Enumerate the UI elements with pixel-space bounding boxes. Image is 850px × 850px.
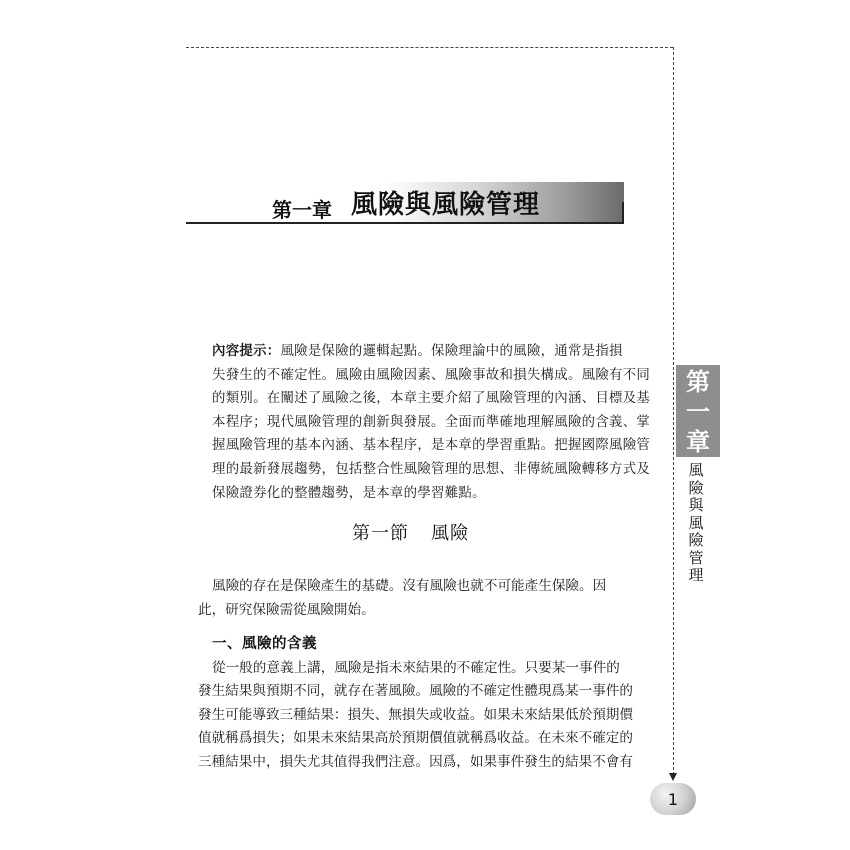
content-summary xyxy=(212,340,651,505)
subsection-heading: 一、風險的含義 xyxy=(212,635,317,652)
summary-label: 內容提示： xyxy=(212,344,281,359)
section-title: 風險 xyxy=(431,523,469,544)
section-heading xyxy=(352,519,469,545)
side-title-char: 風 xyxy=(688,513,704,532)
paragraph-line: 三種結果中，損失尤其值得我們注意。因爲，如果事件發生的結果不會有 xyxy=(198,753,633,770)
side-title-char: 險 xyxy=(688,531,704,549)
summary-line: 失發生的不確定性。風險由風險因素、風險事故和損失構成。風險有不同 xyxy=(212,367,651,383)
paragraph-line: 值就稱爲損失；如果未來結果高於預期價值就稱爲收益。在未來不確定的 xyxy=(198,730,633,747)
summary-line: 風險是保險的邏輯起點。保險理論中的風險，通常是指損 xyxy=(280,344,623,359)
top-dotted-rule xyxy=(186,47,673,48)
chapter-heading xyxy=(186,180,626,240)
side-title-char: 理 xyxy=(688,566,704,584)
side-tab-char: 第 xyxy=(686,368,710,396)
side-title-char: 風 xyxy=(688,461,704,479)
summary-line: 保險證券化的整體趨勢，是本章的學習難點。 xyxy=(212,485,486,501)
chapter-number: 第一章 xyxy=(272,198,332,222)
paragraph-line: 發生結果與預期不同，就存在著風險。風險的不確定性體現爲某一事件的 xyxy=(198,683,633,700)
summary-line: 理的最新發展趨勢，包括整合性風險管理的思想、非傳統風險轉移方式及 xyxy=(212,461,651,477)
side-tab-char: 章 xyxy=(686,428,710,456)
body-paragraph xyxy=(198,657,638,774)
paragraph-line: 從一般的意義上講，風險是指未來結果的不確定性。只要某一事件的 xyxy=(212,660,620,676)
section-number: 第一節 xyxy=(352,523,409,544)
side-tab-char: 一 xyxy=(686,398,710,426)
summary-line: 握風險管理的基本內涵、基本程序，是本章的學習重點。把握國際風險管 xyxy=(212,438,651,454)
side-tab-chapter-title xyxy=(684,462,708,585)
summary-line: 本程序；現代風險管理的創新與發展。全面而準確地理解風險的含義、掌 xyxy=(212,414,651,430)
intro-paragraph xyxy=(198,575,632,622)
side-tab-chapter-label xyxy=(676,367,720,457)
paragraph-line: 風險的存在是保險產生的基礎。沒有風險也就不可能產生保險。因 xyxy=(212,578,607,594)
chapter-underline xyxy=(186,222,624,224)
side-title-char: 險 xyxy=(688,478,704,497)
paragraph-line: 此，研究保險需從風險開始。 xyxy=(198,601,375,618)
summary-line: 的類別。在闡述了風險之後，本章主要介紹了風險管理的內涵、目標及基 xyxy=(212,391,651,407)
arrow-down-icon xyxy=(669,773,677,781)
chapter-side-tab xyxy=(676,365,720,457)
summary-first-line xyxy=(212,340,628,364)
chapter-title: 風險與風險管理 xyxy=(351,190,541,220)
paragraph-line: 發生可能導致三種結果：損失、無損失或收益。如果未來結果低於預期價 xyxy=(198,706,633,723)
chapter-underline-tick xyxy=(622,202,624,223)
side-title-char: 與 xyxy=(688,496,704,514)
side-title-char: 管 xyxy=(688,548,704,567)
page-number: 1 xyxy=(650,783,696,815)
right-dotted-rule xyxy=(673,47,674,775)
